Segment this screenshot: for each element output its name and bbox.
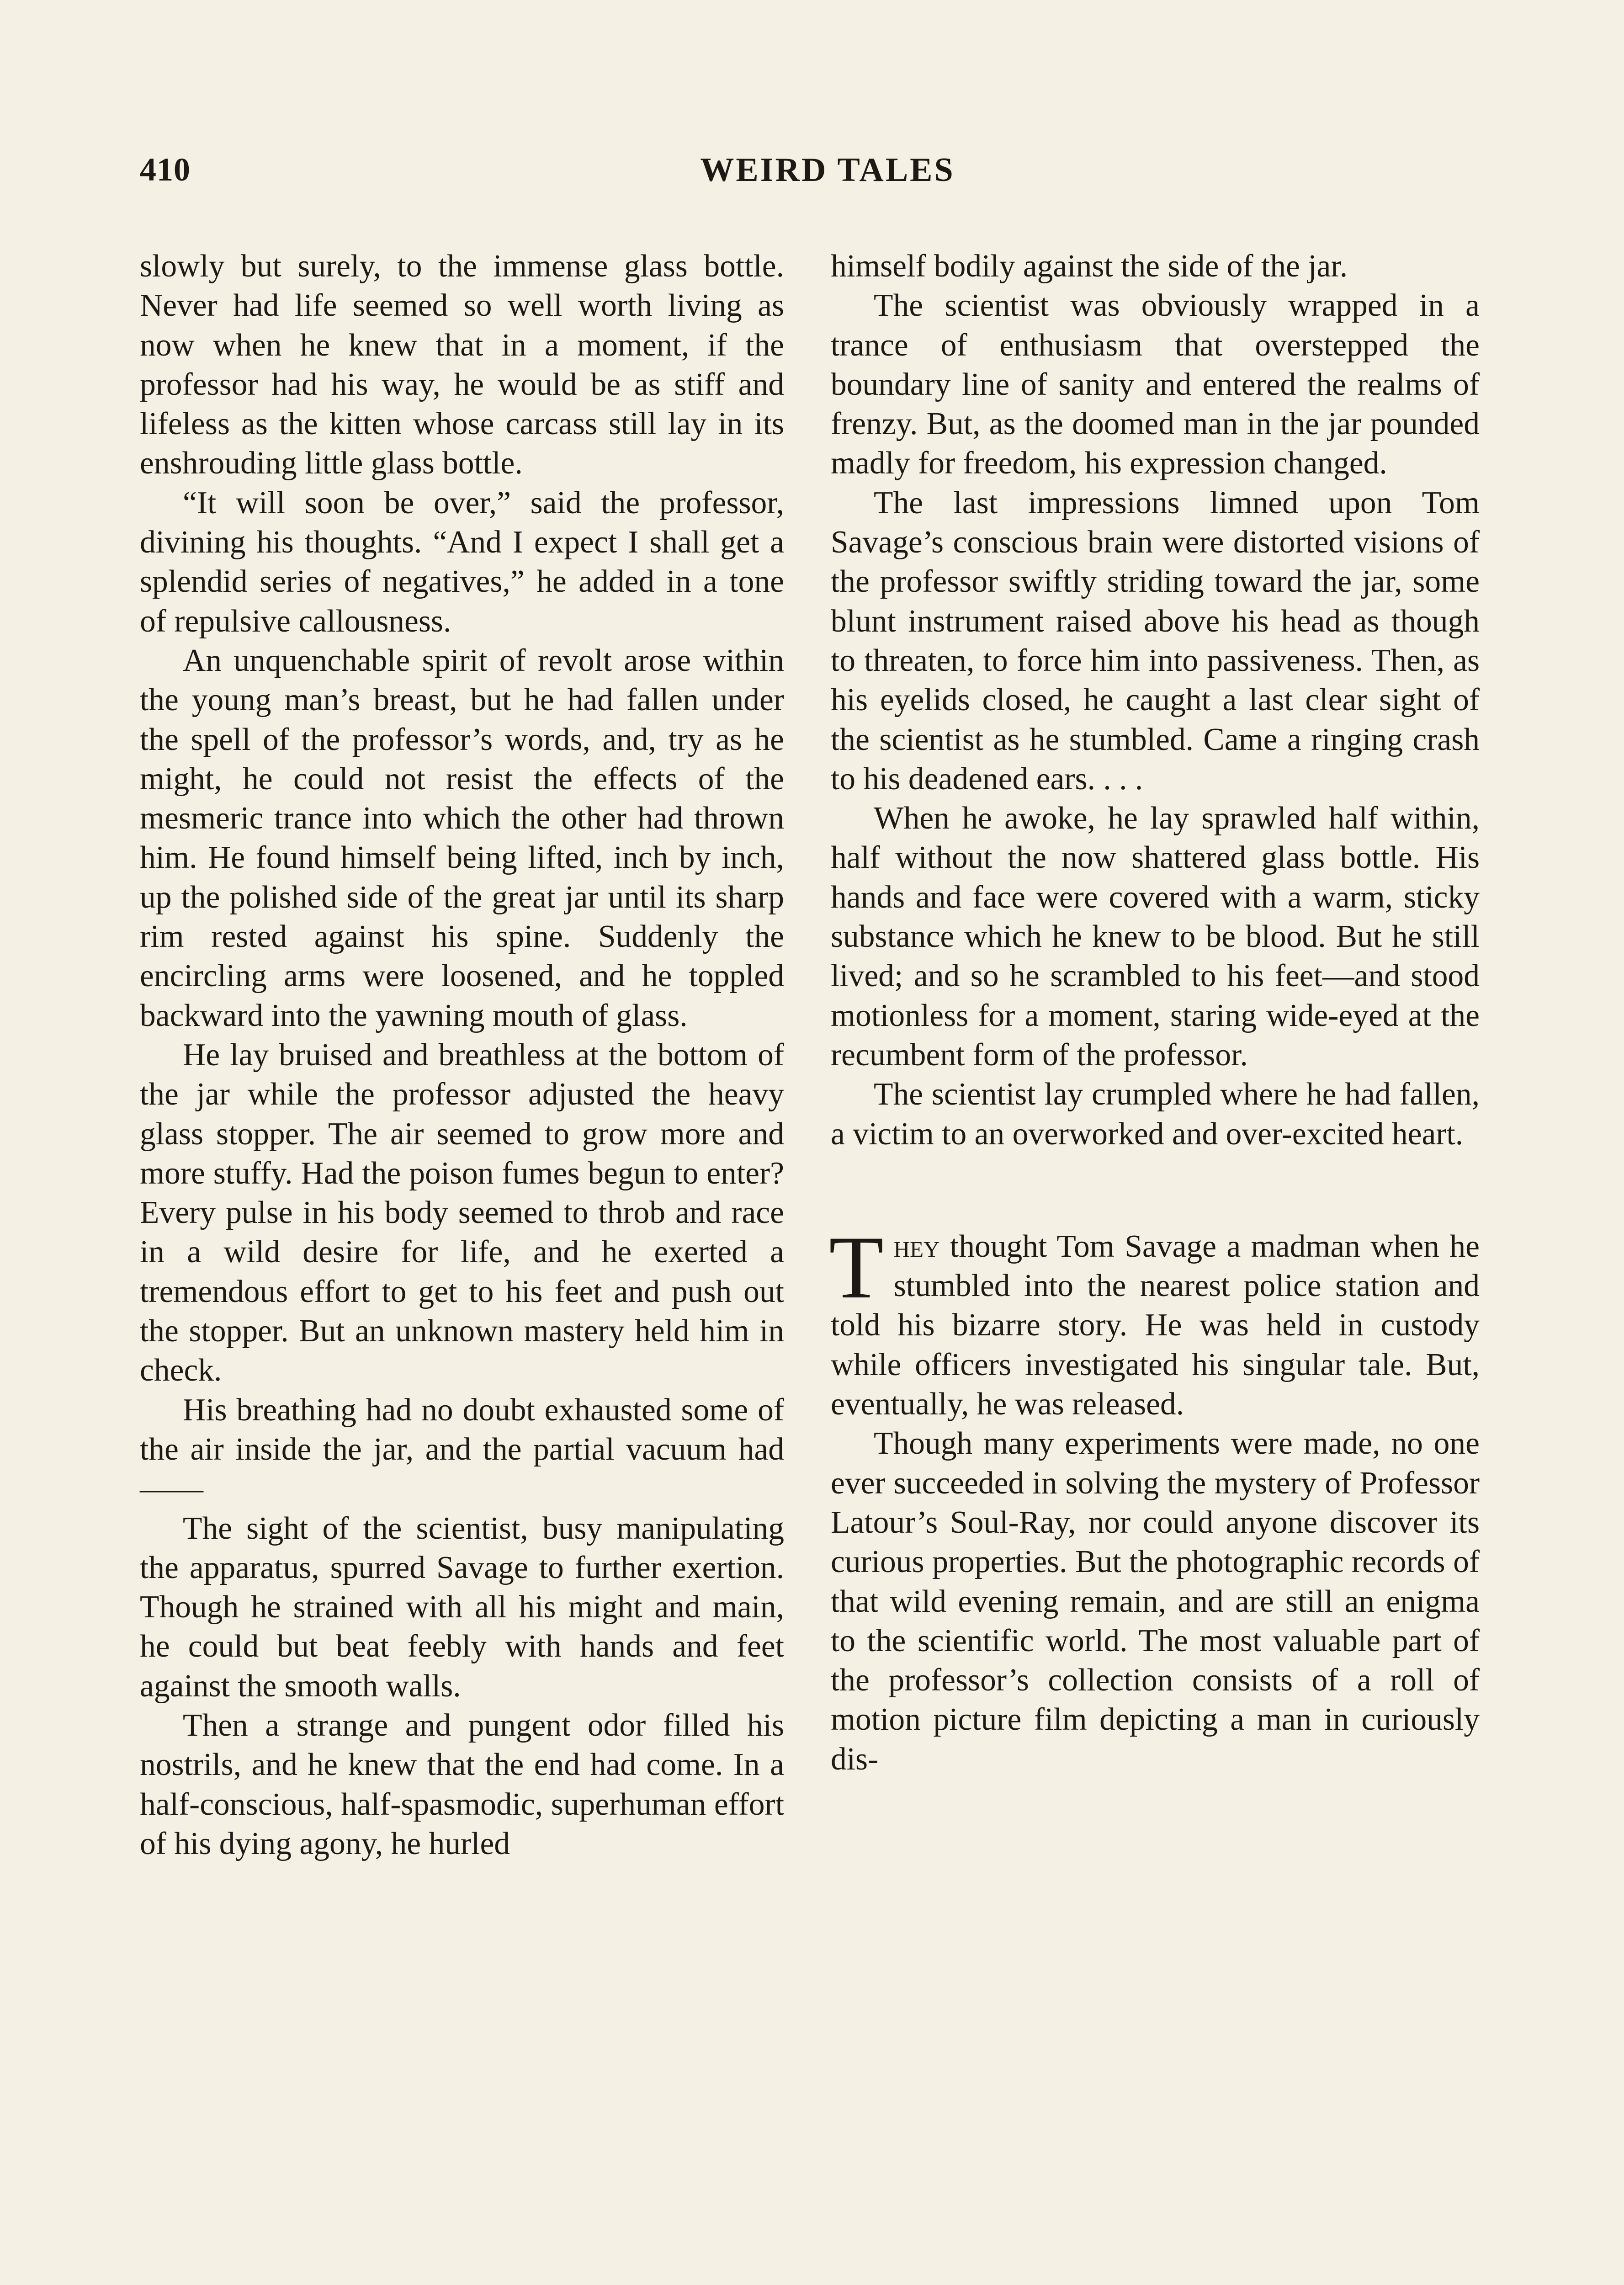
paragraph: himself bodily against the side of the jar. (831, 249, 1348, 284)
running-title: WEIRD TALES (700, 151, 955, 189)
paragraph: When he awoke, he lay sprawled half within, half without the now shattered glass bottle. His hands and face were covered with a warm, sticky substance which he knew to be blood. But he still lived; and so he scrambled to his feet—and stood motionless for a moment, staring wide-eyed at the recumbent form of the professor. (831, 801, 1480, 1073)
paragraph: Though many experiments were made, no one ever succeeded in solving the mystery of Professor Latour’s Soul-Ray, nor could anyone discover its curious properties. But the photographic records of that wild evening remain, and are still an enigma to the scientific world. The most valuable part of the professor’s collection consists of a roll of motion picture film depicting a man in curiously dis- (831, 1426, 1480, 1777)
section-opening-paragraph (829, 1217, 1480, 1424)
paragraph: Then a strange and pungent odor filled his nostrils, and he knew that the end had come. In a half-conscious, half-spasmodic, superhuman effort of his dying agony, he hurled (140, 1707, 784, 1861)
paragraph: He lay bruised and breathless at the bottom of the jar while the professor adjusted the heavy glass stopper. The air seemed to grow more and more stuffy. Had the poison fumes begun to enter? Every pulse in his body seemed to throb and race in a wild desire for life, and he exerted a tremendous effort to get to his feet and push out the stopper. But an unknown mastery held him in check. (140, 1037, 784, 1388)
paragraph: The last impressions limned upon Tom Savage’s conscious brain were distorted visions of the professor swiftly striding toward the jar, some blunt instrument raised above his head as though to threaten, to force him into passiveness. Then, as his eyelids closed, he caught a last clear sight of the scientist as he stumbled. Came a ringing crash to his deadened ears. . . . (831, 485, 1480, 797)
paragraph: The scientist was obviously wrapped in a trance of enthusiasm that overstepped the boundary line of sanity and entered the realms of frenzy. But, as the doomed man in the jar pounded madly for freedom, his expression changed. (831, 288, 1480, 481)
paragraph-text: thought Tom Savage a madman when he stumbled into the nearest police station and told his bizarre story. He was held in custody while officers investigated his singular tale. But, eventually, he was released. (831, 1228, 1480, 1422)
drop-cap: T (829, 1217, 884, 1317)
paragraph: slowly but surely, to the immense glass bottle. Never had life seemed so well worth living as now when he knew that in a moment, if the professor had his way, he would be as stiff and lifeless as the kitten whose carcass still lay in its enshrouding little glass bottle. (140, 249, 784, 481)
paragraph: An unquenchable spirit of revolt arose within the young man’s breast, but he had fallen under the spell of the professor’s words, and, try as he might, he could not resist the effects of the mesmeric trance into which the other had thrown him. He found himself being lifted, inch by inch, up the polished side of the great jar until its sharp rim rested against his spine. Suddenly the encircling arms were loosened, and he toppled backward into the yawning mouth of glass. (140, 643, 784, 1033)
paragraph: “It will soon be over,” said the professor, divining his thoughts. “And I expect I shall get a splendid series of negatives,” he added in a tone of repulsive callousness. (140, 485, 784, 639)
left-column (140, 247, 784, 1864)
page-header (140, 151, 1031, 201)
right-column (831, 247, 1480, 1779)
paragraph: His breathing had no doubt exhausted some of the air inside the jar, and the partial vacuum had—— (140, 1392, 784, 1507)
page-number: 410 (140, 151, 191, 188)
small-caps-lead: hey (893, 1228, 940, 1264)
paragraph: The scientist lay crumpled where he had fallen, a victim to an overworked and over-excited heart. (831, 1077, 1480, 1152)
paragraph: The sight of the scientist, busy manipulating the apparatus, spurred Savage to further exertion. Though he strained with all his might and main, he could but beat feebly with hands and feet against the smooth walls. (140, 1510, 784, 1704)
